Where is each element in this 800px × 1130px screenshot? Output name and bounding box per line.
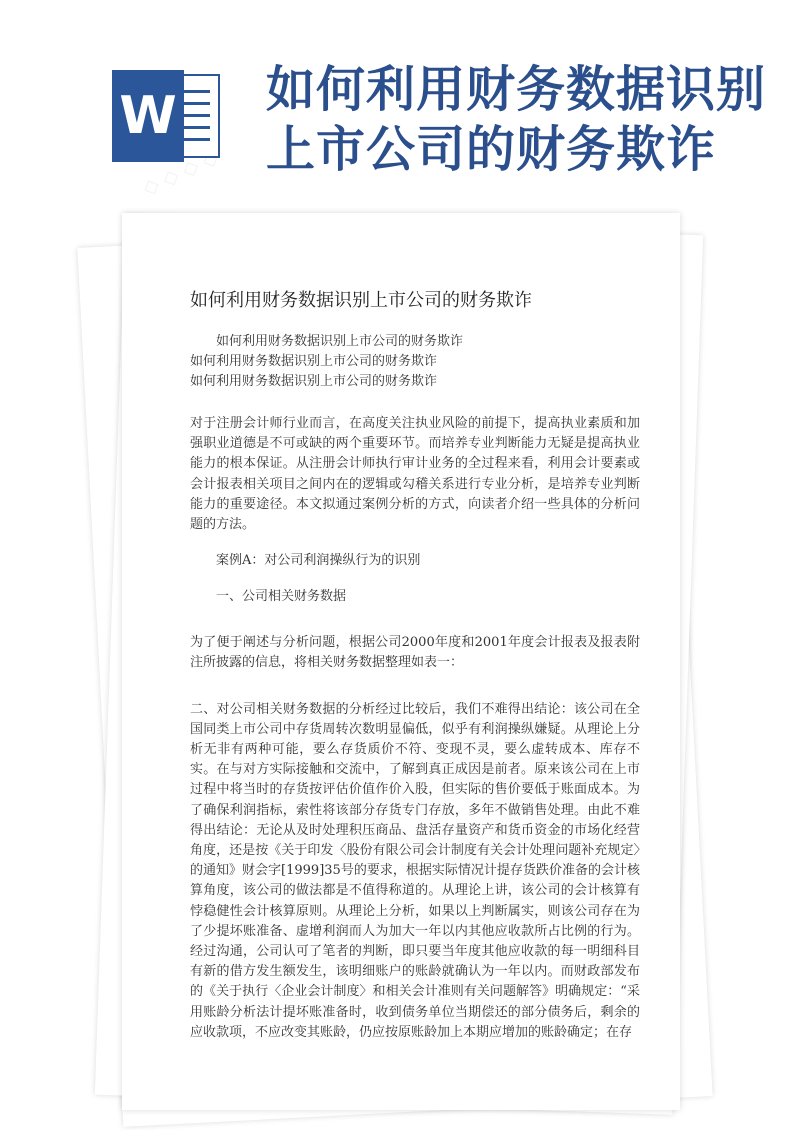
word-icon-letter: W xyxy=(112,70,184,162)
document-subtitle: 如何利用财务数据识别上市公司的财务欺诈 xyxy=(190,374,438,389)
document-subtitle: 如何利用财务数据识别上市公司的财务欺诈 xyxy=(216,334,464,349)
paragraph-data-summary: 为了便于阐述与分析问题，根据公司2000年度和2001年度会计报表及报表附注所披露的信息，将相关财务数据整理如表一： xyxy=(190,635,640,671)
header-banner xyxy=(0,0,800,200)
page-title xyxy=(266,60,786,180)
word-document-icon xyxy=(112,70,222,160)
paragraph-analysis: 二、对公司相关财务数据的分析经过比较后，我们不难得出结论：该公司在全国同类上市公司中存货周转次数明显偏低，似乎有利润操纵嫌疑。从理论上分析无非有两种可能，要么存货质价不符、变现不灵，要么虚转成本、库存不实。在与对方实际接触和交流中，了解到真正成因是前者。原来该公司在上市过程中将当时的存货按评估价值作价入股，但实际的售价要低于账面成本。为了确保利润指标，索性将该部分存货专门存放，多年不做销售处理。由此不难得出结论：无论从及时处理积压商品、盘活存量资产和货币资金的市场化经营角度，还是按《关于印发〈股份有限公司会计制度有关会计处理问题补充规定〉的通知》财会字[1999]35号的要求，根据实际情况计提存货跌价准备的会计核算角度，该公司的做法都是不值得称道的。从理论上讲，该公司的会计核算有悖稳健性会计核算原则。从理论上分析，如果以上判断属实，则该公司存在为了少提坏账准备、虚增利润而人为加大一年以内其他应收款所占比例的行为。经过沟通，公司认可了笔者的判断，即只要当年度其他应收款的每一明细科目有新的借方发生额发生，该明细账户的账龄就确认为一年以内。而财政部发布的《关于执行〈企业会计制度〉和相关会计准则有关问题解答》明确规定：“采用账龄分析法计提坏账准备时，收到债务单位当期偿还的部分债务后，剩余的应收款项，不应改变其账龄，仍应按原账龄加上本期应增加的账龄确定；在存 xyxy=(190,701,640,1040)
case-heading: 案例A：对公司利润操纵行为的识别 xyxy=(216,553,421,569)
document-subtitle: 如何利用财务数据识别上市公司的财务欺诈 xyxy=(190,354,438,369)
watermark: ◇ ◇ ◇ ◇ xyxy=(138,144,222,200)
page-title-line-2: 上市公司的财务欺诈 xyxy=(266,121,717,178)
paragraph-intro: 对于注册会计师行业而言，在高度关注执业风险的前提下，提高执业素质和加强职业道德是不可或缺的两个重要环节。而培养专业判断能力无疑是提高执业能力的根本保证。从注册会计师执行审计业务的全过程来看，利用会计要素或会计报表相关项目之间内在的逻辑或勾稽关系进行专业分析，是培养专业判断能力的重要途径。本文拟通过案例分析的方式，向读者介绍一些具体的分析问题的方法。 xyxy=(190,416,640,533)
page-title-line-1: 如何利用财务数据识别 xyxy=(266,61,767,118)
document-content xyxy=(190,270,640,1043)
document-title: 如何利用财务数据识别上市公司的财务欺诈 xyxy=(190,290,532,311)
section-heading: 一、公司相关财务数据 xyxy=(216,589,347,605)
